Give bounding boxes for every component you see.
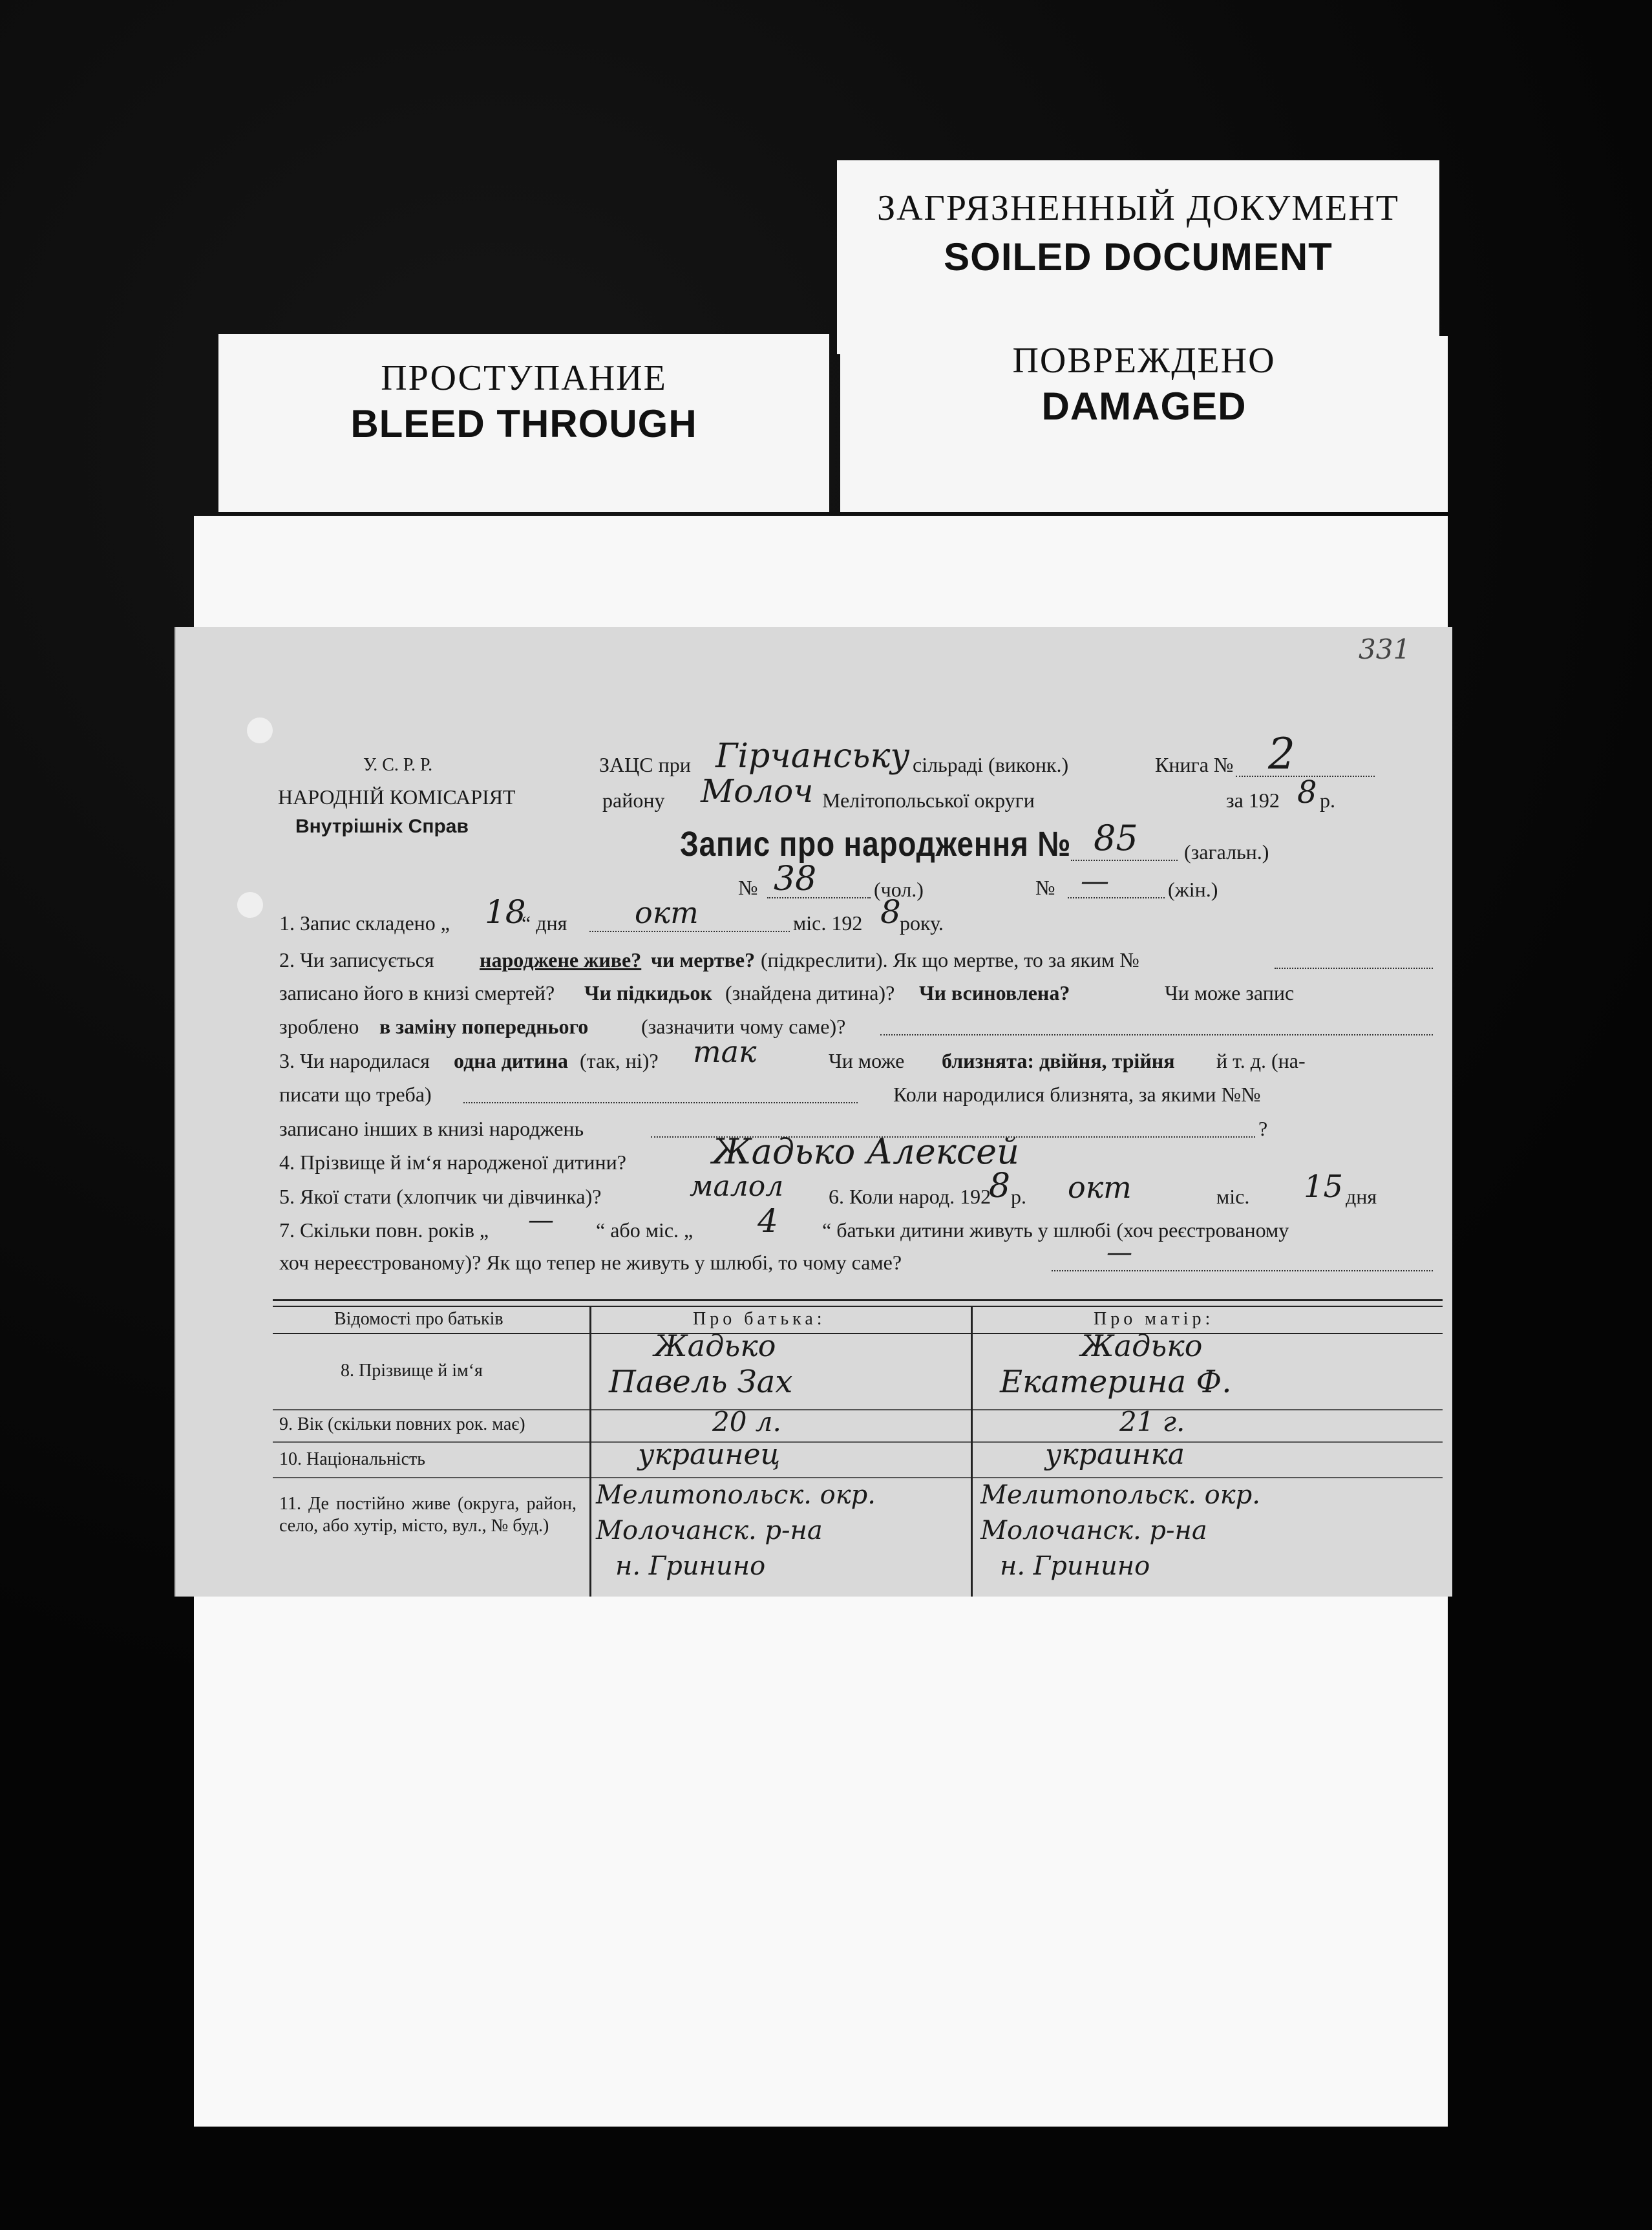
male-dots (767, 897, 871, 898)
q4-dots (880, 1034, 1433, 1035)
q1-text-d: року. (900, 911, 944, 935)
zags-prefix: ЗАЦС при (599, 753, 691, 776)
q3-found: (знайдена дитина)? (725, 981, 895, 1004)
q5-twins: близнята: двійня, трійня (942, 1049, 1175, 1072)
q3-adopted: Чи всиновлена? (919, 981, 1070, 1004)
q1-year: 8 (880, 893, 901, 931)
q5-text-d: Чи може (829, 1049, 905, 1072)
page-number: 331 (1359, 633, 1411, 665)
bleed-label-ru: ПРОСТУПАНИЕ (381, 358, 667, 398)
male-prefix: № (738, 876, 758, 899)
table-header-mother: Про матір: (1094, 1309, 1214, 1329)
q6-dots (463, 1102, 858, 1103)
father-nationality: украинец (638, 1438, 781, 1471)
father-name: Павель Зах (609, 1364, 793, 1400)
q1-day: 18 (485, 893, 526, 931)
row-label-nationality: 10. Національність (279, 1449, 426, 1469)
q7-mark: ? (1258, 1117, 1268, 1140)
father-surname: Жадько (654, 1328, 776, 1363)
mother-nationality: украинка (1045, 1438, 1185, 1471)
q1-text-c: міс. 192 (793, 911, 863, 935)
soiled-document-card (837, 160, 1439, 354)
q1-month: окт (635, 895, 699, 930)
damaged-label-en: DAMAGED (1041, 385, 1247, 428)
bleed-label-en: BLEED THROUGH (350, 402, 697, 445)
table-header-rule (273, 1333, 1443, 1334)
district-prefix: району (602, 789, 665, 812)
q4-text-c: (зазначити чому саме)? (641, 1015, 846, 1038)
q6-text-b: Коли народилися близнята, за якими №№ (893, 1083, 1261, 1106)
q4-replacement: в заміну попереднього (379, 1015, 589, 1038)
mother-name: Екатерина Ф. (1000, 1364, 1232, 1400)
backing-sheet-upper (194, 516, 1448, 632)
district-suffix: Мелітопольської округи (822, 789, 1035, 812)
q1-text: 1. Запис складено „ (279, 911, 450, 935)
q11-dots (1052, 1270, 1433, 1271)
father-age: 20 л. (712, 1406, 781, 1438)
q2-text-d: (підкреслити). Як що мертве, то за яким № (761, 948, 1139, 972)
damaged-label-ru: ПОВРЕЖДЕНО (1012, 341, 1276, 381)
soiled-label-en: SOILED DOCUMENT (944, 235, 1333, 279)
q5-single: одна дитина (454, 1049, 568, 1072)
book-number: 2 (1268, 729, 1295, 779)
q9-day: дня (1346, 1185, 1377, 1208)
punch-hole (237, 892, 263, 918)
commissariat-label: НАРОДНІЙ КОМІСАРІЯТ (278, 785, 516, 809)
mother-surname: Жадько (1081, 1328, 1203, 1363)
record-title: Запис про народження № (680, 825, 1072, 864)
q9-text: 5. Якої стати (хлопчик чи дівчинка)? (279, 1185, 602, 1208)
book-label: Книга № (1155, 753, 1234, 776)
q3-text: записано його в книзі смертей? (279, 981, 555, 1004)
year-prefix: за 192 (1226, 789, 1280, 812)
female-dots (1068, 897, 1165, 898)
q2-text: 2. Чи записується (279, 948, 434, 972)
q3-foundling: Чи підкидьок (584, 981, 712, 1004)
q5-yesno: (так, ні)? (580, 1049, 659, 1072)
total-number: 85 (1094, 818, 1138, 858)
father-residence-1: Мелитопольск. окр. (596, 1480, 876, 1510)
bleed-through-card (218, 334, 829, 512)
damaged-card (840, 336, 1448, 512)
zags-suffix: сільраді (виконк.) (913, 753, 1069, 776)
female-label: (жін.) (1168, 878, 1218, 901)
birth-month: окт (1068, 1170, 1132, 1205)
q9-birth: 6. Коли народ. 192 (829, 1185, 991, 1208)
mother-age: 21 г. (1119, 1406, 1185, 1438)
q2-alive: народжене живе? (480, 948, 642, 972)
q8-text: 4. Прізвище й ім‘я народженої дитини? (279, 1151, 626, 1174)
q10-text-c: “ батьки дитини живуть у шлюбі (хоч реєстрованому (822, 1218, 1289, 1242)
year-digit: 8 (1297, 774, 1317, 811)
row-label-name: 8. Прізвище й ім‘я (341, 1361, 483, 1381)
row-label-residence (279, 1493, 577, 1537)
female-prefix: № (1035, 876, 1055, 899)
q10-text-b: “ або міс. „ (596, 1218, 694, 1242)
table-row-rule (273, 1441, 1443, 1443)
table-col-rule (589, 1306, 591, 1597)
birth-record-form (175, 627, 1452, 1597)
male-number: 38 (774, 860, 817, 898)
total-label: (загальн.) (1184, 840, 1269, 864)
backing-sheet-lower (194, 1597, 1448, 2127)
q5-text-f: й т. д. (на- (1216, 1049, 1306, 1072)
row-label-age: 9. Вік (скільки повних рок. має) (279, 1414, 525, 1434)
table-header-father: Про батька: (693, 1309, 826, 1329)
q11-answer: — (1107, 1238, 1132, 1268)
ussr-label: У. С. Р. Р. (363, 755, 433, 775)
q7-text: записано інших в книзі народжень (279, 1117, 584, 1140)
q5-text: 3. Чи народилася (279, 1049, 430, 1072)
father-residence-3: н. Гринино (615, 1551, 766, 1581)
q6-text: писати що треба) (279, 1083, 432, 1106)
birth-year: 8 (989, 1167, 1011, 1205)
male-label: (чол.) (874, 878, 924, 901)
total-dots (1071, 860, 1178, 861)
table-row-rule (273, 1477, 1443, 1478)
punch-hole (247, 717, 273, 743)
q4-text: зроблено (279, 1015, 359, 1038)
q10-text: 7. Скільки повн. років „ (279, 1218, 489, 1242)
child-name: Жадько Алексей (712, 1131, 1019, 1172)
row-label-residence-text: 11. Де постійно живе (округа, район, село, або хутір, місто, вул., № буд.) (279, 1494, 577, 1536)
child-sex: малол (690, 1170, 784, 1203)
q2-dots (1275, 968, 1433, 969)
female-number: — (1081, 865, 1109, 898)
table-top-rule (273, 1299, 1443, 1301)
q5-answer: так (693, 1034, 757, 1069)
table-col-rule (971, 1306, 973, 1597)
mother-residence-2: Молочанск. р-на (980, 1516, 1207, 1545)
marriage-years: — (528, 1205, 554, 1235)
q9-r: р. (1011, 1185, 1026, 1208)
q1-dots (589, 931, 790, 932)
father-residence-2: Молочанск. р-на (596, 1516, 823, 1545)
q11-text: хоч нереєстрованому)? Як що тепер не живуть у шлюбі, то чому саме? (279, 1251, 902, 1274)
marriage-months: 4 (757, 1202, 778, 1240)
table-top-rule-2 (273, 1306, 1443, 1307)
q3-text-e: Чи може запис (1165, 981, 1295, 1004)
birth-day: 15 (1304, 1169, 1344, 1205)
q1-text-b: “ дня (522, 911, 567, 935)
district-name: Молоч (701, 772, 814, 810)
ministry-label: Внутрішніх Справ (295, 816, 469, 837)
table-row-rule (273, 1409, 1443, 1410)
year-suffix: р. (1320, 789, 1335, 812)
zags-village: Гірчанську (715, 737, 910, 776)
mother-residence-1: Мелитопольск. окр. (980, 1480, 1260, 1510)
mother-residence-3: н. Гринино (1000, 1551, 1150, 1581)
q2-dead: чи мертве? (651, 948, 756, 972)
soiled-label-ru: ЗАГРЯЗНЕННЫЙ ДОКУМЕНТ (877, 188, 1399, 228)
table-header-info: Відомості про батьків (334, 1309, 503, 1329)
q9-month: міс. (1216, 1185, 1250, 1208)
